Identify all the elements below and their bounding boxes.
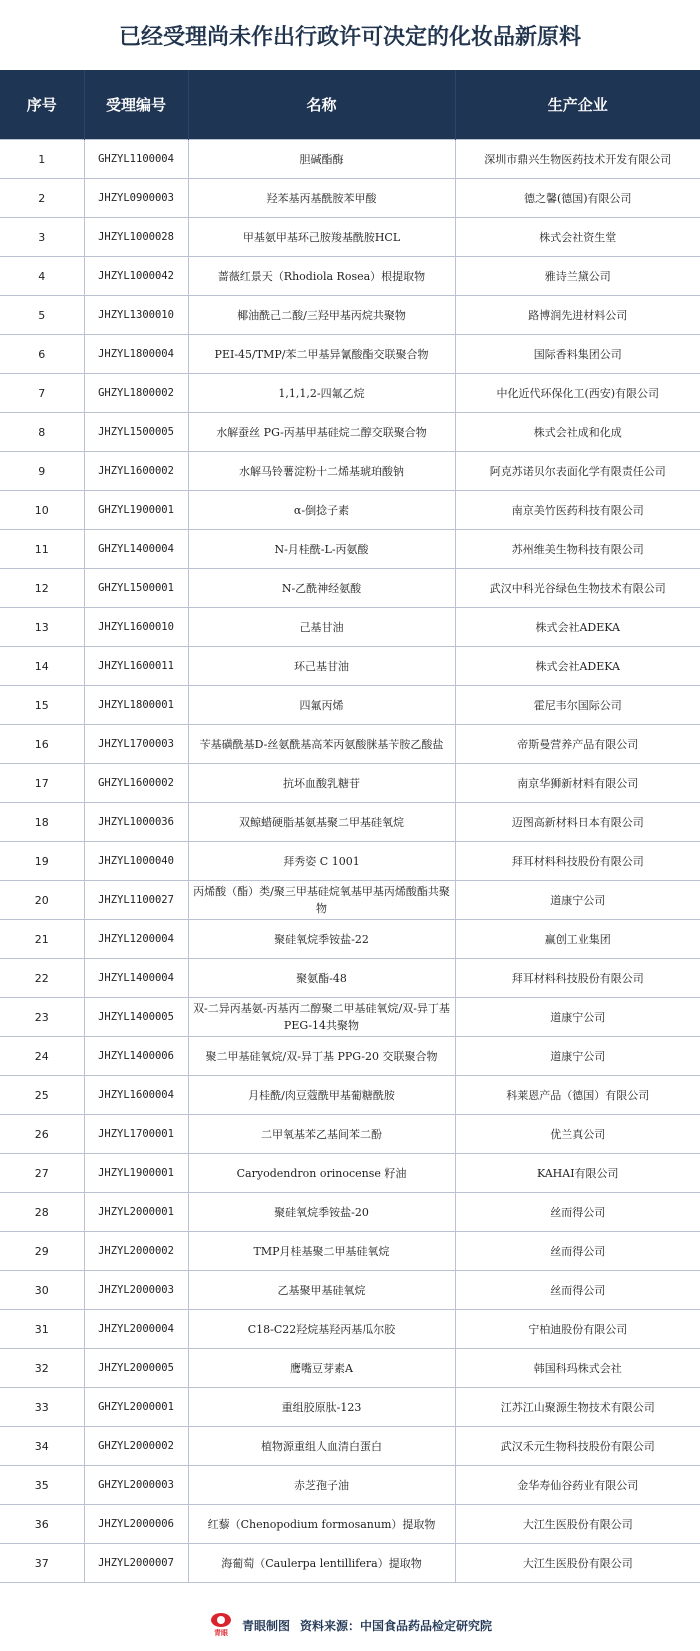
material-name: Caryodendron orinocense 籽油 xyxy=(188,1154,455,1193)
table-row xyxy=(0,998,700,1037)
page-title: 已经受理尚未作出行政许可决定的化妆品新原料 xyxy=(0,0,700,70)
row-index: 28 xyxy=(0,1193,84,1232)
material-name: 重组胶原肽-123 xyxy=(188,1388,455,1427)
acceptance-code: GHZYL1500001 xyxy=(84,569,188,608)
column-header-name: 名称 xyxy=(188,70,455,140)
table-row xyxy=(0,647,700,686)
row-index: 1 xyxy=(0,140,84,179)
acceptance-code: GHZYL1900001 xyxy=(84,491,188,530)
table-row xyxy=(0,881,700,920)
material-name: 丙烯酸（酯）类/聚三甲基硅烷氧基甲基丙烯酸酯共聚物 xyxy=(188,881,455,920)
manufacturer: 深圳市鼎兴生物医药技术开发有限公司 xyxy=(455,140,700,179)
eye-icon xyxy=(211,1613,231,1627)
material-name: 月桂酰/肉豆蔻酰甲基葡糖酰胺 xyxy=(188,1076,455,1115)
acceptance-code: JHZYL1000036 xyxy=(84,803,188,842)
row-index: 30 xyxy=(0,1271,84,1310)
acceptance-code: JHZYL1600004 xyxy=(84,1076,188,1115)
row-index: 19 xyxy=(0,842,84,881)
material-name: 蔷薇红景天（Rhodiola Rosea）根提取物 xyxy=(188,257,455,296)
materials-table xyxy=(0,70,700,1583)
material-name: 二甲氧基苯乙基间苯二酚 xyxy=(188,1115,455,1154)
table-row xyxy=(0,335,700,374)
acceptance-code: GHZYL2000001 xyxy=(84,1388,188,1427)
row-index: 2 xyxy=(0,179,84,218)
acceptance-code: JHZYL2000002 xyxy=(84,1232,188,1271)
manufacturer: 武汉中科光谷绿色生物技术有限公司 xyxy=(455,569,700,608)
manufacturer: 丝而得公司 xyxy=(455,1271,700,1310)
row-index: 8 xyxy=(0,413,84,452)
manufacturer: 德之馨(德国)有限公司 xyxy=(455,179,700,218)
acceptance-code: JHZYL1800001 xyxy=(84,686,188,725)
row-index: 10 xyxy=(0,491,84,530)
acceptance-code: JHZYL1100027 xyxy=(84,881,188,920)
manufacturer: 株式会社资生堂 xyxy=(455,218,700,257)
material-name: 双-二异丙基氨-丙基丙二醇聚二甲基硅氧烷/双-异丁基PEG-14共聚物 xyxy=(188,998,455,1037)
manufacturer: 丝而得公司 xyxy=(455,1232,700,1271)
row-index: 17 xyxy=(0,764,84,803)
table-row xyxy=(0,725,700,764)
table-row xyxy=(0,686,700,725)
manufacturer: 迈图高新材料日本有限公司 xyxy=(455,803,700,842)
material-name: PEI-45/TMP/苯二甲基异氰酸酯交联聚合物 xyxy=(188,335,455,374)
manufacturer: 宁柏迪股份有限公司 xyxy=(455,1310,700,1349)
row-index: 11 xyxy=(0,530,84,569)
acceptance-code: JHZYL1900001 xyxy=(84,1154,188,1193)
material-name: 红藜（Chenopodium formosanum）提取物 xyxy=(188,1505,455,1544)
manufacturer: 道康宁公司 xyxy=(455,998,700,1037)
row-index: 5 xyxy=(0,296,84,335)
material-name: 聚氨酯-48 xyxy=(188,959,455,998)
manufacturer: 金华寿仙谷药业有限公司 xyxy=(455,1466,700,1505)
table-row xyxy=(0,179,700,218)
manufacturer: 科莱恩产品（德国）有限公司 xyxy=(455,1076,700,1115)
table-row xyxy=(0,218,700,257)
table-row xyxy=(0,1388,700,1427)
manufacturer: 大江生医股份有限公司 xyxy=(455,1544,700,1583)
acceptance-code: JHZYL1600002 xyxy=(84,452,188,491)
acceptance-code: JHZYL1700001 xyxy=(84,1115,188,1154)
footer xyxy=(0,1599,700,1651)
material-name: 聚二甲基硅氧烷/双-异丁基 PPG-20 交联聚合物 xyxy=(188,1037,455,1076)
table-row xyxy=(0,1505,700,1544)
table-row xyxy=(0,257,700,296)
manufacturer: 赢创工业集团 xyxy=(455,920,700,959)
acceptance-code: GHZYL1800002 xyxy=(84,374,188,413)
table-row xyxy=(0,374,700,413)
row-index: 22 xyxy=(0,959,84,998)
made-by-label: 青眼制图 xyxy=(241,1618,290,1633)
manufacturer: 道康宁公司 xyxy=(455,1037,700,1076)
table-row xyxy=(0,140,700,179)
row-index: 18 xyxy=(0,803,84,842)
manufacturer: 霍尼韦尔国际公司 xyxy=(455,686,700,725)
acceptance-code: JHZYL1300010 xyxy=(84,296,188,335)
table-row xyxy=(0,1037,700,1076)
manufacturer: KAHAI有限公司 xyxy=(455,1154,700,1193)
acceptance-code: JHZYL1600010 xyxy=(84,608,188,647)
row-index: 12 xyxy=(0,569,84,608)
material-name: 拜秀姿 C 1001 xyxy=(188,842,455,881)
material-name: 聚硅氧烷季铵盐-20 xyxy=(188,1193,455,1232)
manufacturer: 江苏江山聚源生物技术有限公司 xyxy=(455,1388,700,1427)
acceptance-code: GHZYL1600002 xyxy=(84,764,188,803)
row-index: 32 xyxy=(0,1349,84,1388)
material-name: 甲基氨甲基环己胺羧基酰胺HCL xyxy=(188,218,455,257)
acceptance-code: GHZYL1100004 xyxy=(84,140,188,179)
material-name: TMP月桂基聚二甲基硅氧烷 xyxy=(188,1232,455,1271)
manufacturer: 国际香料集团公司 xyxy=(455,335,700,374)
material-name: 赤芝孢子油 xyxy=(188,1466,455,1505)
row-index: 4 xyxy=(0,257,84,296)
acceptance-code: JHZYL1700003 xyxy=(84,725,188,764)
material-name: 海葡萄（Caulerpa lentillifera）提取物 xyxy=(188,1544,455,1583)
table-row xyxy=(0,608,700,647)
acceptance-code: JHZYL2000001 xyxy=(84,1193,188,1232)
table-row xyxy=(0,569,700,608)
acceptance-code: JHZYL2000007 xyxy=(84,1544,188,1583)
table-row xyxy=(0,491,700,530)
table-row xyxy=(0,764,700,803)
material-name: 1,1,1,2-四氟乙烷 xyxy=(188,374,455,413)
row-index: 15 xyxy=(0,686,84,725)
acceptance-code: JHZYL1400005 xyxy=(84,998,188,1037)
acceptance-code: JHZYL1400006 xyxy=(84,1037,188,1076)
column-header-code: 受理编号 xyxy=(84,70,188,140)
table-row xyxy=(0,1271,700,1310)
manufacturer: 株式会社ADEKA xyxy=(455,647,700,686)
table-row xyxy=(0,1076,700,1115)
manufacturer: 株式会社ADEKA xyxy=(455,608,700,647)
acceptance-code: JHZYL1000028 xyxy=(84,218,188,257)
table-row xyxy=(0,530,700,569)
acceptance-code: JHZYL0900003 xyxy=(84,179,188,218)
table-row xyxy=(0,842,700,881)
row-index: 25 xyxy=(0,1076,84,1115)
row-index: 29 xyxy=(0,1232,84,1271)
material-name: 椰油酰己二酸/三羟甲基丙烷共聚物 xyxy=(188,296,455,335)
acceptance-code: JHZYL1200004 xyxy=(84,920,188,959)
acceptance-code: GHZYL2000002 xyxy=(84,1427,188,1466)
table-row xyxy=(0,296,700,335)
table-row xyxy=(0,1115,700,1154)
material-name: N-月桂酰-L-丙氨酸 xyxy=(188,530,455,569)
column-header-index: 序号 xyxy=(0,70,84,140)
row-index: 7 xyxy=(0,374,84,413)
material-name: 鹰嘴豆芽素A xyxy=(188,1349,455,1388)
row-index: 6 xyxy=(0,335,84,374)
manufacturer: 帝斯曼营养产品有限公司 xyxy=(455,725,700,764)
table-row xyxy=(0,1427,700,1466)
manufacturer: 苏州维美生物科技有限公司 xyxy=(455,530,700,569)
column-header-company: 生产企业 xyxy=(455,70,700,140)
material-name: 抗坏血酸乳糖苷 xyxy=(188,764,455,803)
row-index: 16 xyxy=(0,725,84,764)
acceptance-code: JHZYL2000005 xyxy=(84,1349,188,1388)
material-name: 己基甘油 xyxy=(188,608,455,647)
source-label: 资料来源：中国食品药品检定研究院 xyxy=(300,1618,493,1633)
manufacturer: 南京华狮新材料有限公司 xyxy=(455,764,700,803)
table-row xyxy=(0,803,700,842)
table-row xyxy=(0,920,700,959)
row-index: 24 xyxy=(0,1037,84,1076)
table-row xyxy=(0,1544,700,1583)
manufacturer: 韩国科玛株式会社 xyxy=(455,1349,700,1388)
manufacturer: 拜耳材料科技股份有限公司 xyxy=(455,842,700,881)
table-header-row xyxy=(0,70,700,140)
row-index: 13 xyxy=(0,608,84,647)
row-index: 21 xyxy=(0,920,84,959)
material-name: 羟苯基丙基酰胺苯甲酸 xyxy=(188,179,455,218)
manufacturer: 武汉禾元生物科技股份有限公司 xyxy=(455,1427,700,1466)
table-row xyxy=(0,1154,700,1193)
row-index: 20 xyxy=(0,881,84,920)
acceptance-code: GHZYL1400004 xyxy=(84,530,188,569)
row-index: 37 xyxy=(0,1544,84,1583)
table-row xyxy=(0,1349,700,1388)
acceptance-code: JHZYL2000006 xyxy=(84,1505,188,1544)
row-index: 9 xyxy=(0,452,84,491)
table-body xyxy=(0,140,700,1583)
table-row xyxy=(0,1193,700,1232)
table-row xyxy=(0,452,700,491)
brand-logo xyxy=(208,1612,234,1638)
table-row xyxy=(0,1232,700,1271)
manufacturer: 道康宁公司 xyxy=(455,881,700,920)
acceptance-code: JHZYL2000004 xyxy=(84,1310,188,1349)
material-name: C18-C22羟烷基羟丙基瓜尔胶 xyxy=(188,1310,455,1349)
material-name: 苄基磺酰基D-丝氨酰基高苯丙氨酸脒基苄胺乙酸盐 xyxy=(188,725,455,764)
material-name: 水解马铃薯淀粉十二烯基琥珀酸钠 xyxy=(188,452,455,491)
acceptance-code: JHZYL1400004 xyxy=(84,959,188,998)
material-name: 胆碱酯酶 xyxy=(188,140,455,179)
acceptance-code: JHZYL1000042 xyxy=(84,257,188,296)
material-name: 环己基甘油 xyxy=(188,647,455,686)
row-index: 27 xyxy=(0,1154,84,1193)
manufacturer: 阿克苏诺贝尔表面化学有限责任公司 xyxy=(455,452,700,491)
manufacturer: 丝而得公司 xyxy=(455,1193,700,1232)
row-index: 31 xyxy=(0,1310,84,1349)
manufacturer: 雅诗兰黛公司 xyxy=(455,257,700,296)
material-name: 四氟丙烯 xyxy=(188,686,455,725)
manufacturer: 南京美竹医药科技有限公司 xyxy=(455,491,700,530)
row-index: 3 xyxy=(0,218,84,257)
material-name: α-倒捻子素 xyxy=(188,491,455,530)
acceptance-code: JHZYL1600011 xyxy=(84,647,188,686)
manufacturer: 拜耳材料科技股份有限公司 xyxy=(455,959,700,998)
table-row xyxy=(0,413,700,452)
table-row xyxy=(0,959,700,998)
row-index: 33 xyxy=(0,1388,84,1427)
material-name: 水解蚕丝 PG-丙基甲基硅烷二醇交联聚合物 xyxy=(188,413,455,452)
manufacturer: 株式会社成和化成 xyxy=(455,413,700,452)
acceptance-code: GHZYL2000003 xyxy=(84,1466,188,1505)
row-index: 34 xyxy=(0,1427,84,1466)
table-row xyxy=(0,1310,700,1349)
acceptance-code: JHZYL1800004 xyxy=(84,335,188,374)
row-index: 35 xyxy=(0,1466,84,1505)
material-name: 双鲸蜡硬脂基氨基聚二甲基硅氧烷 xyxy=(188,803,455,842)
material-name: 植物源重组人血清白蛋白 xyxy=(188,1427,455,1466)
manufacturer: 路博润先进材料公司 xyxy=(455,296,700,335)
row-index: 14 xyxy=(0,647,84,686)
acceptance-code: JHZYL2000003 xyxy=(84,1271,188,1310)
table-row xyxy=(0,1466,700,1505)
acceptance-code: JHZYL1000040 xyxy=(84,842,188,881)
material-name: N-乙酰神经氨酸 xyxy=(188,569,455,608)
acceptance-code: JHZYL1500005 xyxy=(84,413,188,452)
manufacturer: 优兰真公司 xyxy=(455,1115,700,1154)
row-index: 36 xyxy=(0,1505,84,1544)
logo-label: 青眼 xyxy=(213,1628,228,1637)
row-index: 26 xyxy=(0,1115,84,1154)
manufacturer: 中化近代环保化工(西安)有限公司 xyxy=(455,374,700,413)
material-name: 聚硅氧烷季铵盐-22 xyxy=(188,920,455,959)
row-index: 23 xyxy=(0,998,84,1037)
manufacturer: 大江生医股份有限公司 xyxy=(455,1505,700,1544)
material-name: 乙基聚甲基硅氧烷 xyxy=(188,1271,455,1310)
